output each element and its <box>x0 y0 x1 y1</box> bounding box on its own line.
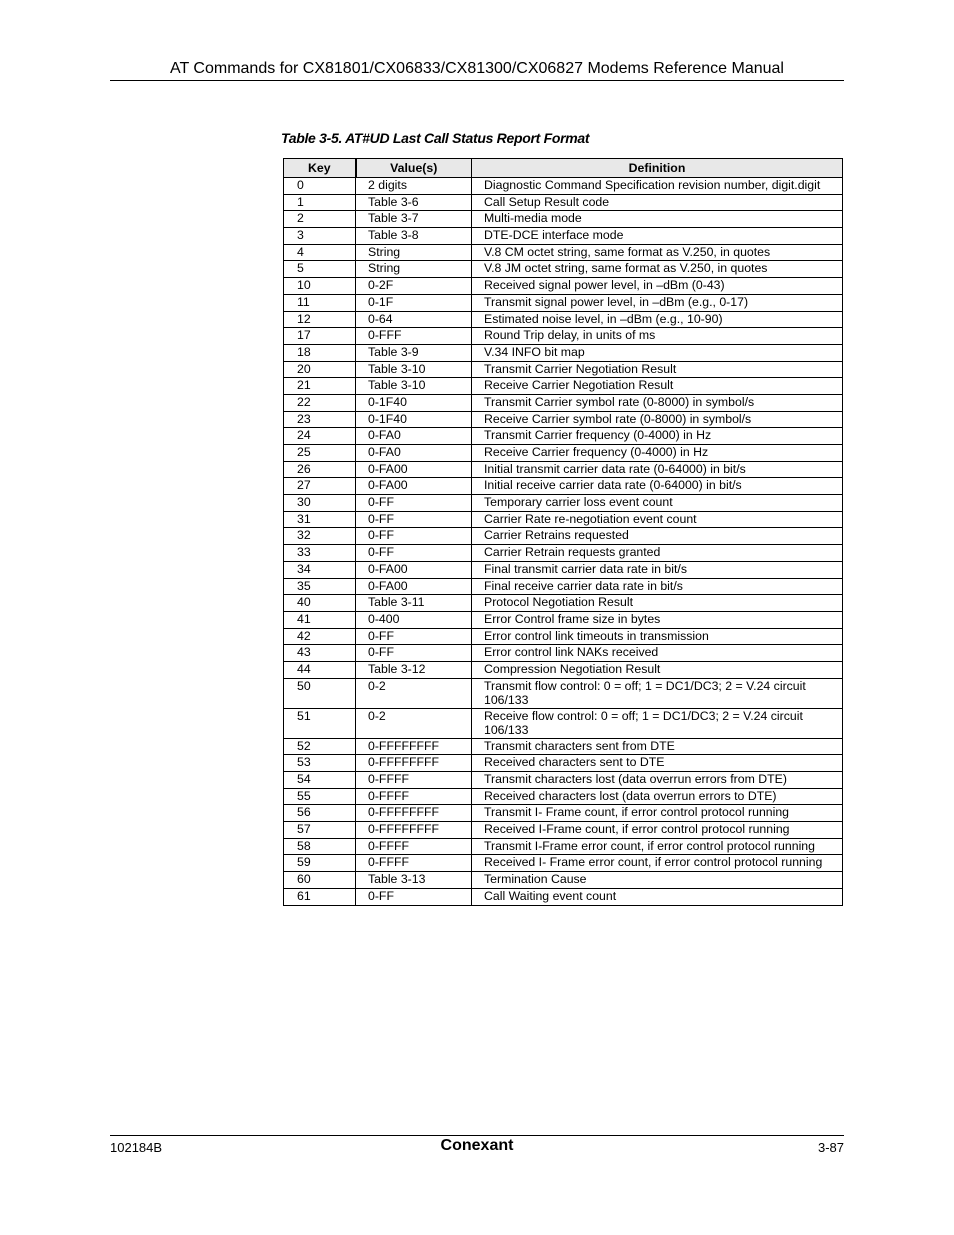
row-definition-cell: V.34 INFO bit map <box>472 344 843 361</box>
column-header-key: Key <box>284 159 356 178</box>
row-definition-cell: Receive Carrier symbol rate (0-8000) in symbol/s <box>472 411 843 428</box>
row-definition-cell: Received characters sent to DTE <box>472 755 843 772</box>
row-value-cell: 0-FFFFFFFF <box>356 738 472 755</box>
footer-company: Conexant <box>440 1137 514 1154</box>
row-value-cell: 0-FFFFFFFF <box>356 822 472 839</box>
row-definition-cell: Carrier Retrains requested <box>472 528 843 545</box>
row-key-cell: 52 <box>284 738 356 755</box>
row-value-cell: Table 3-13 <box>356 872 472 889</box>
row-key-cell: 31 <box>284 511 356 528</box>
row-definition-cell: Transmit I-Frame error count, if error control protocol running <box>472 838 843 855</box>
row-key-cell: 3 <box>284 228 356 245</box>
row-definition-cell: Received characters lost (data overrun errors to DTE) <box>472 788 843 805</box>
row-key-cell: 1 <box>284 194 356 211</box>
row-definition-cell: Carrier Rate re-negotiation event count <box>472 511 843 528</box>
row-value-cell: 2 digits <box>356 178 472 195</box>
table-row <box>284 788 843 805</box>
table-row <box>284 678 843 708</box>
row-key-cell: 25 <box>284 445 356 462</box>
table-row <box>284 228 843 245</box>
row-definition-cell: Transmit flow control: 0 = off; 1 = DC1/DC3; 2 = V.24 circuit 106/133 <box>472 678 843 708</box>
row-value-cell: 0-2F <box>356 278 472 295</box>
row-value-cell: 0-2 <box>356 678 472 708</box>
row-key-cell: 24 <box>284 428 356 445</box>
row-key-cell: 22 <box>284 394 356 411</box>
row-value-cell: 0-FFFF <box>356 788 472 805</box>
row-key-cell: 54 <box>284 772 356 789</box>
row-definition-cell: Transmit characters lost (data overrun errors from DTE) <box>472 772 843 789</box>
row-value-cell: 0-FA00 <box>356 578 472 595</box>
row-value-cell: 0-400 <box>356 611 472 628</box>
row-key-cell: 12 <box>284 311 356 328</box>
row-key-cell: 42 <box>284 628 356 645</box>
row-key-cell: 21 <box>284 378 356 395</box>
row-definition-cell: Transmit Carrier frequency (0-4000) in Hz <box>472 428 843 445</box>
row-value-cell: 0-1F40 <box>356 411 472 428</box>
row-key-cell: 4 <box>284 244 356 261</box>
row-key-cell: 32 <box>284 528 356 545</box>
row-value-cell: Table 3-8 <box>356 228 472 245</box>
row-definition-cell: Error control link timeouts in transmission <box>472 628 843 645</box>
table-row <box>284 872 843 889</box>
table-row <box>284 445 843 462</box>
table-row <box>284 528 843 545</box>
table-row <box>284 855 843 872</box>
row-key-cell: 61 <box>284 888 356 905</box>
row-definition-cell: V.8 CM octet string, same format as V.250, in quotes <box>472 244 843 261</box>
row-key-cell: 50 <box>284 678 356 708</box>
row-definition-cell: Temporary carrier loss event count <box>472 495 843 512</box>
row-key-cell: 60 <box>284 872 356 889</box>
row-definition-cell: Round Trip delay, in units of ms <box>472 328 843 345</box>
row-value-cell: 0-FF <box>356 511 472 528</box>
row-value-cell: String <box>356 261 472 278</box>
row-definition-cell: Error Control frame size in bytes <box>472 611 843 628</box>
table-row <box>284 628 843 645</box>
row-value-cell: 0-FFFF <box>356 855 472 872</box>
row-definition-cell: Transmit signal power level, in –dBm (e.g., 0-17) <box>472 294 843 311</box>
row-value-cell: 0-FA0 <box>356 445 472 462</box>
footer-page-number: 3-87 <box>817 1140 844 1155</box>
row-definition-cell: Received I- Frame error count, if error control protocol running <box>472 855 843 872</box>
table-row <box>284 278 843 295</box>
row-value-cell: Table 3-10 <box>356 378 472 395</box>
row-value-cell: Table 3-9 <box>356 344 472 361</box>
table-row <box>284 211 843 228</box>
table-row <box>284 805 843 822</box>
row-value-cell: 0-FF <box>356 888 472 905</box>
table-header-row <box>284 159 843 178</box>
row-definition-cell: Estimated noise level, in –dBm (e.g., 10-90) <box>472 311 843 328</box>
row-key-cell: 23 <box>284 411 356 428</box>
row-value-cell: Table 3-11 <box>356 595 472 612</box>
row-key-cell: 10 <box>284 278 356 295</box>
table-row <box>284 595 843 612</box>
row-value-cell: 0-FA00 <box>356 478 472 495</box>
row-definition-cell: Initial transmit carrier data rate (0-64000) in bit/s <box>472 461 843 478</box>
page-header-title: AT Commands for CX81801/CX06833/CX81300/CX06827 Modems Reference Manual <box>170 60 784 77</box>
row-key-cell: 57 <box>284 822 356 839</box>
row-key-cell: 26 <box>284 461 356 478</box>
table-row <box>284 738 843 755</box>
row-key-cell: 20 <box>284 361 356 378</box>
row-key-cell: 33 <box>284 545 356 562</box>
row-definition-cell: Initial receive carrier data rate (0-64000) in bit/s <box>472 478 843 495</box>
column-header-values: Value(s) <box>356 159 472 178</box>
table-row <box>284 361 843 378</box>
row-key-cell: 0 <box>284 178 356 195</box>
row-key-cell: 11 <box>284 294 356 311</box>
row-value-cell: 0-FA0 <box>356 428 472 445</box>
row-value-cell: 0-FFF <box>356 328 472 345</box>
row-definition-cell: Receive Carrier frequency (0-4000) in Hz <box>472 445 843 462</box>
row-definition-cell: Carrier Retrain requests granted <box>472 545 843 562</box>
row-value-cell: Table 3-12 <box>356 661 472 678</box>
row-definition-cell: Termination Cause <box>472 872 843 889</box>
row-definition-cell: Received I-Frame count, if error control protocol running <box>472 822 843 839</box>
row-value-cell: 0-FFFFFFFF <box>356 805 472 822</box>
row-key-cell: 5 <box>284 261 356 278</box>
table-row <box>284 838 843 855</box>
row-definition-cell: Error control link NAKs received <box>472 645 843 662</box>
row-definition-cell: Transmit Carrier Negotiation Result <box>472 361 843 378</box>
row-definition-cell: Final receive carrier data rate in bit/s <box>472 578 843 595</box>
table-row <box>284 428 843 445</box>
status-report-table <box>283 158 843 906</box>
row-key-cell: 27 <box>284 478 356 495</box>
table-row <box>284 708 843 738</box>
row-value-cell: 0-1F <box>356 294 472 311</box>
row-value-cell: Table 3-6 <box>356 194 472 211</box>
table-row <box>284 178 843 195</box>
row-key-cell: 40 <box>284 595 356 612</box>
table-caption: Table 3-5. AT#UD Last Call Status Report Format <box>281 130 590 146</box>
row-key-cell: 2 <box>284 211 356 228</box>
table-row <box>284 194 843 211</box>
row-definition-cell: Call Setup Result code <box>472 194 843 211</box>
row-value-cell: 0-2 <box>356 708 472 738</box>
row-value-cell: 0-FA00 <box>356 461 472 478</box>
row-definition-cell: Received signal power level, in –dBm (0-43) <box>472 278 843 295</box>
row-value-cell: String <box>356 244 472 261</box>
row-key-cell: 41 <box>284 611 356 628</box>
row-value-cell: 0-FF <box>356 645 472 662</box>
row-definition-cell: Compression Negotiation Result <box>472 661 843 678</box>
row-value-cell: 0-FFFF <box>356 838 472 855</box>
table-row <box>284 645 843 662</box>
row-definition-cell: Diagnostic Command Specification revision number, digit.digit <box>472 178 843 195</box>
table-row <box>284 344 843 361</box>
table-row <box>284 755 843 772</box>
row-value-cell: Table 3-10 <box>356 361 472 378</box>
row-definition-cell: Receive flow control: 0 = off; 1 = DC1/DC3; 2 = V.24 circuit 106/133 <box>472 708 843 738</box>
row-value-cell: 0-64 <box>356 311 472 328</box>
row-key-cell: 18 <box>284 344 356 361</box>
table-row <box>284 311 843 328</box>
row-key-cell: 53 <box>284 755 356 772</box>
row-key-cell: 34 <box>284 561 356 578</box>
row-key-cell: 17 <box>284 328 356 345</box>
row-definition-cell: DTE-DCE interface mode <box>472 228 843 245</box>
column-header-definition: Definition <box>472 159 843 178</box>
row-value-cell: 0-FF <box>356 628 472 645</box>
row-definition-cell: Final transmit carrier data rate in bit/s <box>472 561 843 578</box>
table-row <box>284 888 843 905</box>
row-definition-cell: Transmit I- Frame count, if error control protocol running <box>472 805 843 822</box>
footer-divider <box>110 1135 844 1136</box>
table-row <box>284 411 843 428</box>
table-row <box>284 578 843 595</box>
footer-doc-number: 102184B <box>110 1140 163 1155</box>
table-row <box>284 378 843 395</box>
row-value-cell: Table 3-7 <box>356 211 472 228</box>
row-value-cell: 0-FFFFFFFF <box>356 755 472 772</box>
table-row <box>284 822 843 839</box>
row-value-cell: 0-FFFF <box>356 772 472 789</box>
table-row <box>284 661 843 678</box>
row-definition-cell: V.8 JM octet string, same format as V.250, in quotes <box>472 261 843 278</box>
table-row <box>284 561 843 578</box>
row-definition-cell: Call Waiting event count <box>472 888 843 905</box>
row-key-cell: 43 <box>284 645 356 662</box>
header-divider <box>110 80 844 81</box>
row-value-cell: 0-1F40 <box>356 394 472 411</box>
row-key-cell: 44 <box>284 661 356 678</box>
row-definition-cell: Transmit characters sent from DTE <box>472 738 843 755</box>
row-value-cell: 0-FF <box>356 528 472 545</box>
table-row <box>284 294 843 311</box>
row-key-cell: 51 <box>284 708 356 738</box>
table-row <box>284 511 843 528</box>
row-definition-cell: Multi-media mode <box>472 211 843 228</box>
table-row <box>284 394 843 411</box>
table-row <box>284 261 843 278</box>
row-definition-cell: Receive Carrier Negotiation Result <box>472 378 843 395</box>
table-body <box>284 178 843 906</box>
row-key-cell: 56 <box>284 805 356 822</box>
row-key-cell: 55 <box>284 788 356 805</box>
table-row <box>284 545 843 562</box>
row-key-cell: 35 <box>284 578 356 595</box>
row-value-cell: 0-FF <box>356 495 472 512</box>
row-key-cell: 58 <box>284 838 356 855</box>
row-value-cell: 0-FF <box>356 545 472 562</box>
row-key-cell: 30 <box>284 495 356 512</box>
table-row <box>284 772 843 789</box>
table-row <box>284 611 843 628</box>
row-value-cell: 0-FA00 <box>356 561 472 578</box>
table-row <box>284 244 843 261</box>
row-definition-cell: Transmit Carrier symbol rate (0-8000) in symbol/s <box>472 394 843 411</box>
row-key-cell: 59 <box>284 855 356 872</box>
table-row <box>284 478 843 495</box>
table-row <box>284 495 843 512</box>
row-definition-cell: Protocol Negotiation Result <box>472 595 843 612</box>
table-row <box>284 328 843 345</box>
table-row <box>284 461 843 478</box>
